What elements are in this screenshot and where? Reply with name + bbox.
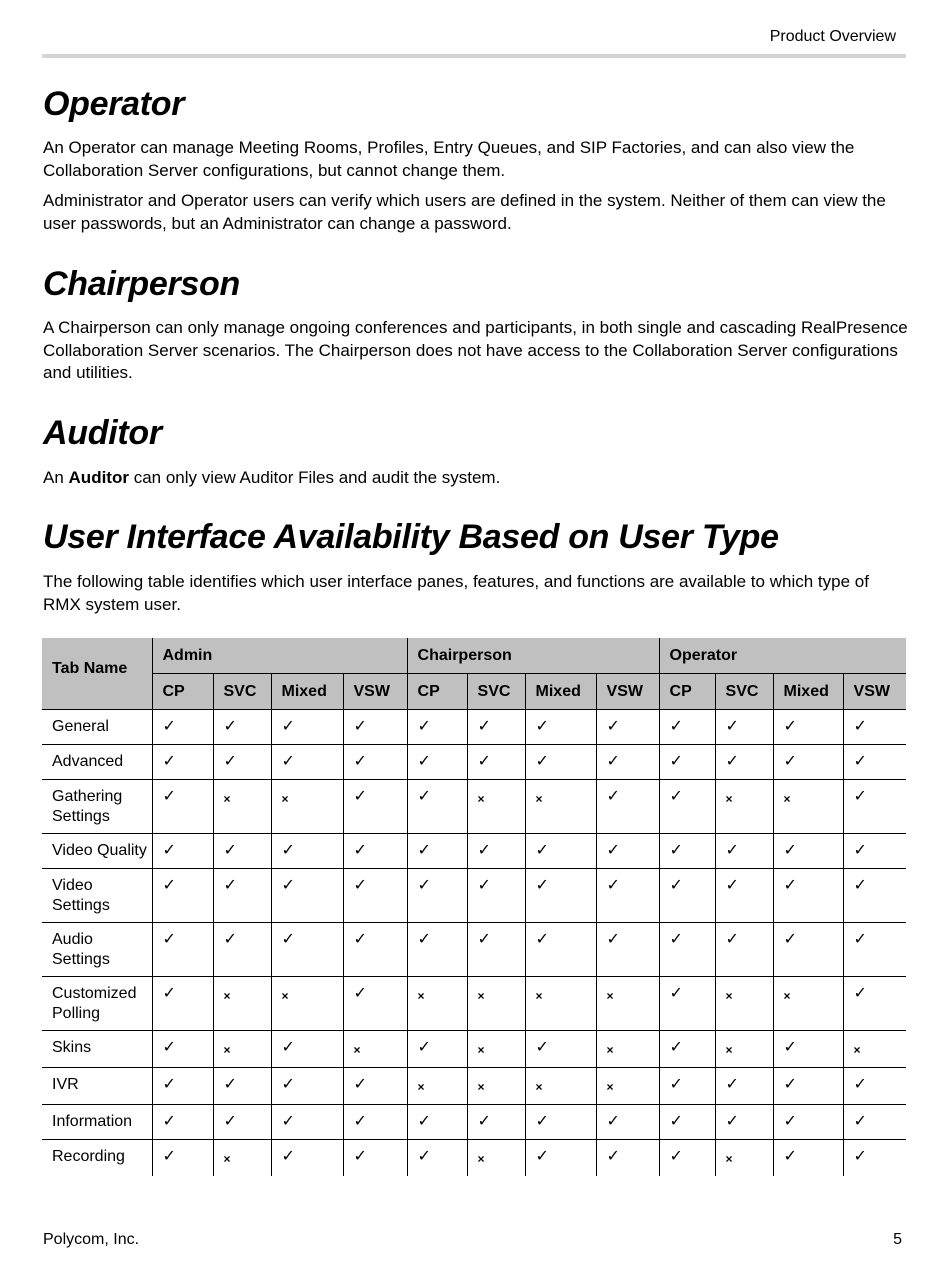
check-mark-icon: ✓ bbox=[467, 869, 525, 923]
check-mark-icon: ✓ bbox=[271, 923, 343, 977]
check-mark-icon: ✓ bbox=[843, 1068, 906, 1105]
cross-mark-icon: × bbox=[407, 1068, 467, 1105]
check-mark-icon: ✓ bbox=[467, 923, 525, 977]
table-subheader-row bbox=[42, 674, 906, 710]
cross-mark-icon: × bbox=[467, 1068, 525, 1105]
check-mark-icon: ✓ bbox=[659, 780, 715, 834]
check-mark-icon: ✓ bbox=[596, 780, 659, 834]
check-mark-icon: ✓ bbox=[343, 745, 407, 780]
table-row bbox=[42, 1140, 906, 1177]
subheader-svc-chairperson: SVC bbox=[467, 674, 525, 710]
check-mark-icon: ✓ bbox=[152, 1105, 213, 1140]
check-mark-icon: ✓ bbox=[271, 1105, 343, 1140]
cross-mark-icon: × bbox=[343, 1031, 407, 1068]
check-mark-icon: ✓ bbox=[715, 1068, 773, 1105]
check-mark-icon: ✓ bbox=[843, 977, 906, 1031]
check-mark-icon: ✓ bbox=[343, 834, 407, 869]
check-mark-icon: ✓ bbox=[407, 710, 467, 745]
check-mark-icon: ✓ bbox=[213, 834, 271, 869]
subheader-mixed-chairperson: Mixed bbox=[525, 674, 596, 710]
subheader-cp-operator: CP bbox=[659, 674, 715, 710]
check-mark-icon: ✓ bbox=[843, 745, 906, 780]
check-mark-icon: ✓ bbox=[152, 1140, 213, 1177]
cross-mark-icon: × bbox=[596, 977, 659, 1031]
check-mark-icon: ✓ bbox=[596, 1105, 659, 1140]
tab-name-cell: Video Quality bbox=[42, 834, 152, 869]
check-mark-icon: ✓ bbox=[152, 1068, 213, 1105]
ui-availability-paragraph: The following table identifies which user interface panes, features, and functions are available to which type of RMX system user. bbox=[43, 572, 869, 614]
check-mark-icon: ✓ bbox=[773, 1068, 843, 1105]
subheader-cp-chairperson: CP bbox=[407, 674, 467, 710]
operator-paragraph-1: An Operator can manage Meeting Rooms, Profiles, Entry Queues, and SIP Factories, and can also view the Collaboration Server configurations, but cannot change them. bbox=[43, 138, 855, 180]
check-mark-icon: ✓ bbox=[596, 745, 659, 780]
check-mark-icon: ✓ bbox=[659, 1031, 715, 1068]
cross-mark-icon: × bbox=[271, 780, 343, 834]
check-mark-icon: ✓ bbox=[407, 780, 467, 834]
cross-mark-icon: × bbox=[715, 977, 773, 1031]
table-row bbox=[42, 710, 906, 745]
check-mark-icon: ✓ bbox=[715, 1105, 773, 1140]
check-mark-icon: ✓ bbox=[525, 869, 596, 923]
tab-name-cell: Advanced bbox=[42, 745, 152, 780]
check-mark-icon: ✓ bbox=[525, 1140, 596, 1177]
check-mark-icon: ✓ bbox=[152, 977, 213, 1031]
check-mark-icon: ✓ bbox=[343, 780, 407, 834]
check-mark-icon: ✓ bbox=[152, 1031, 213, 1068]
cross-mark-icon: × bbox=[467, 1031, 525, 1068]
subheader-svc-admin: SVC bbox=[213, 674, 271, 710]
operator-paragraph-2: Administrator and Operator users can verify which users are defined in the system. Neither of them can view the user passwords, but an Administrator can change a password. bbox=[43, 191, 886, 233]
cross-mark-icon: × bbox=[843, 1031, 906, 1068]
check-mark-icon: ✓ bbox=[773, 745, 843, 780]
check-mark-icon: ✓ bbox=[271, 745, 343, 780]
chairperson-paragraph: A Chairperson can only manage ongoing conferences and participants, in both single and cascading RealPresence Collaboration Server scenarios. The Chairperson does not have access to the Collaboration Server configurations and utilities. bbox=[43, 318, 908, 382]
check-mark-icon: ✓ bbox=[407, 1140, 467, 1177]
check-mark-icon: ✓ bbox=[843, 710, 906, 745]
cross-mark-icon: × bbox=[213, 780, 271, 834]
subheader-vsw-operator: VSW bbox=[843, 674, 906, 710]
tab-name-cell: Customized Polling bbox=[42, 977, 152, 1031]
check-mark-icon: ✓ bbox=[467, 1105, 525, 1140]
check-mark-icon: ✓ bbox=[343, 977, 407, 1031]
table-row bbox=[42, 834, 906, 869]
check-mark-icon: ✓ bbox=[525, 1031, 596, 1068]
check-mark-icon: ✓ bbox=[343, 1140, 407, 1177]
check-mark-icon: ✓ bbox=[271, 710, 343, 745]
check-mark-icon: ✓ bbox=[596, 1140, 659, 1177]
check-mark-icon: ✓ bbox=[271, 869, 343, 923]
auditor-paragraph bbox=[43, 467, 909, 490]
tab-name-cell: IVR bbox=[42, 1068, 152, 1105]
check-mark-icon: ✓ bbox=[843, 1140, 906, 1177]
check-mark-icon: ✓ bbox=[659, 869, 715, 923]
cross-mark-icon: × bbox=[525, 977, 596, 1031]
cross-mark-icon: × bbox=[715, 1140, 773, 1177]
check-mark-icon: ✓ bbox=[407, 923, 467, 977]
check-mark-icon: ✓ bbox=[843, 834, 906, 869]
check-mark-icon: ✓ bbox=[271, 1031, 343, 1068]
table-row bbox=[42, 1031, 906, 1068]
cross-mark-icon: × bbox=[715, 780, 773, 834]
auditor-text-prefix: An bbox=[43, 468, 69, 487]
cross-mark-icon: × bbox=[271, 977, 343, 1031]
subheader-vsw-chairperson: VSW bbox=[596, 674, 659, 710]
cross-mark-icon: × bbox=[596, 1068, 659, 1105]
cross-mark-icon: × bbox=[525, 1068, 596, 1105]
check-mark-icon: ✓ bbox=[843, 923, 906, 977]
check-mark-icon: ✓ bbox=[152, 710, 213, 745]
check-mark-icon: ✓ bbox=[773, 923, 843, 977]
check-mark-icon: ✓ bbox=[659, 1068, 715, 1105]
tab-name-cell: Information bbox=[42, 1105, 152, 1140]
check-mark-icon: ✓ bbox=[773, 834, 843, 869]
cross-mark-icon: × bbox=[773, 977, 843, 1031]
check-mark-icon: ✓ bbox=[343, 923, 407, 977]
check-mark-icon: ✓ bbox=[343, 710, 407, 745]
heading-ui-availability: User Interface Availability Based on User Type bbox=[43, 518, 779, 556]
heading-auditor: Auditor bbox=[43, 414, 162, 452]
heading-chairperson: Chairperson bbox=[43, 265, 240, 303]
check-mark-icon: ✓ bbox=[271, 1140, 343, 1177]
check-mark-icon: ✓ bbox=[659, 1140, 715, 1177]
subheader-cp-admin: CP bbox=[152, 674, 213, 710]
auditor-text-suffix: can only view Auditor Files and audit the system. bbox=[128, 468, 501, 487]
table-group-header-row bbox=[42, 638, 906, 674]
check-mark-icon: ✓ bbox=[773, 869, 843, 923]
check-mark-icon: ✓ bbox=[525, 745, 596, 780]
tab-name-header: Tab Name bbox=[42, 638, 152, 710]
check-mark-icon: ✓ bbox=[773, 1105, 843, 1140]
check-mark-icon: ✓ bbox=[596, 710, 659, 745]
check-mark-icon: ✓ bbox=[659, 977, 715, 1031]
table-body bbox=[42, 710, 906, 1177]
check-mark-icon: ✓ bbox=[596, 923, 659, 977]
check-mark-icon: ✓ bbox=[715, 923, 773, 977]
check-mark-icon: ✓ bbox=[715, 710, 773, 745]
tab-name-cell: Video Settings bbox=[42, 869, 152, 923]
cross-mark-icon: × bbox=[596, 1031, 659, 1068]
cross-mark-icon: × bbox=[525, 780, 596, 834]
tab-name-cell: General bbox=[42, 710, 152, 745]
cross-mark-icon: × bbox=[213, 977, 271, 1031]
table-row bbox=[42, 1068, 906, 1105]
check-mark-icon: ✓ bbox=[407, 1031, 467, 1068]
group-header-admin: Admin bbox=[152, 638, 407, 674]
check-mark-icon: ✓ bbox=[343, 1105, 407, 1140]
check-mark-icon: ✓ bbox=[152, 869, 213, 923]
check-mark-icon: ✓ bbox=[596, 834, 659, 869]
tab-name-cell: Skins bbox=[42, 1031, 152, 1068]
cross-mark-icon: × bbox=[715, 1031, 773, 1068]
table-row bbox=[42, 869, 906, 923]
check-mark-icon: ✓ bbox=[213, 869, 271, 923]
check-mark-icon: ✓ bbox=[659, 710, 715, 745]
check-mark-icon: ✓ bbox=[343, 869, 407, 923]
subheader-svc-operator: SVC bbox=[715, 674, 773, 710]
check-mark-icon: ✓ bbox=[843, 780, 906, 834]
check-mark-icon: ✓ bbox=[659, 745, 715, 780]
check-mark-icon: ✓ bbox=[213, 1105, 271, 1140]
check-mark-icon: ✓ bbox=[213, 1068, 271, 1105]
table-row bbox=[42, 745, 906, 780]
table-row bbox=[42, 977, 906, 1031]
check-mark-icon: ✓ bbox=[596, 869, 659, 923]
check-mark-icon: ✓ bbox=[525, 710, 596, 745]
tab-name-cell: Gathering Settings bbox=[42, 780, 152, 834]
group-header-operator: Operator bbox=[659, 638, 906, 674]
footer-page-number: 5 bbox=[893, 1231, 902, 1248]
check-mark-icon: ✓ bbox=[467, 710, 525, 745]
check-mark-icon: ✓ bbox=[407, 745, 467, 780]
check-mark-icon: ✓ bbox=[659, 1105, 715, 1140]
check-mark-icon: ✓ bbox=[213, 923, 271, 977]
subheader-mixed-admin: Mixed bbox=[271, 674, 343, 710]
check-mark-icon: ✓ bbox=[773, 710, 843, 745]
check-mark-icon: ✓ bbox=[271, 834, 343, 869]
check-mark-icon: ✓ bbox=[407, 1105, 467, 1140]
cross-mark-icon: × bbox=[467, 1140, 525, 1177]
cross-mark-icon: × bbox=[213, 1140, 271, 1177]
check-mark-icon: ✓ bbox=[659, 923, 715, 977]
header-title: Product Overview bbox=[769, 28, 896, 45]
check-mark-icon: ✓ bbox=[343, 1068, 407, 1105]
check-mark-icon: ✓ bbox=[213, 710, 271, 745]
group-header-chairperson: Chairperson bbox=[407, 638, 659, 674]
cross-mark-icon: × bbox=[467, 977, 525, 1031]
check-mark-icon: ✓ bbox=[659, 834, 715, 869]
check-mark-icon: ✓ bbox=[152, 780, 213, 834]
subheader-vsw-admin: VSW bbox=[343, 674, 407, 710]
check-mark-icon: ✓ bbox=[407, 834, 467, 869]
cross-mark-icon: × bbox=[407, 977, 467, 1031]
check-mark-icon: ✓ bbox=[843, 1105, 906, 1140]
check-mark-icon: ✓ bbox=[213, 745, 271, 780]
auditor-bold-term: Auditor bbox=[68, 468, 129, 487]
check-mark-icon: ✓ bbox=[525, 834, 596, 869]
check-mark-icon: ✓ bbox=[715, 745, 773, 780]
check-mark-icon: ✓ bbox=[152, 923, 213, 977]
check-mark-icon: ✓ bbox=[773, 1140, 843, 1177]
footer-company: Polycom, Inc. bbox=[43, 1231, 140, 1248]
table-row bbox=[42, 923, 906, 977]
check-mark-icon: ✓ bbox=[407, 869, 467, 923]
tab-name-cell: Recording bbox=[42, 1140, 152, 1177]
tab-name-cell: Audio Settings bbox=[42, 923, 152, 977]
table-row bbox=[42, 780, 906, 834]
check-mark-icon: ✓ bbox=[525, 923, 596, 977]
check-mark-icon: ✓ bbox=[467, 745, 525, 780]
check-mark-icon: ✓ bbox=[843, 869, 906, 923]
check-mark-icon: ✓ bbox=[525, 1105, 596, 1140]
cross-mark-icon: × bbox=[467, 780, 525, 834]
check-mark-icon: ✓ bbox=[715, 834, 773, 869]
check-mark-icon: ✓ bbox=[152, 745, 213, 780]
check-mark-icon: ✓ bbox=[467, 834, 525, 869]
heading-operator: Operator bbox=[43, 85, 185, 123]
check-mark-icon: ✓ bbox=[773, 1031, 843, 1068]
ui-availability-table bbox=[42, 638, 906, 1176]
check-mark-icon: ✓ bbox=[715, 869, 773, 923]
page-header bbox=[42, 28, 906, 58]
cross-mark-icon: × bbox=[773, 780, 843, 834]
check-mark-icon: ✓ bbox=[271, 1068, 343, 1105]
check-mark-icon: ✓ bbox=[152, 834, 213, 869]
table-row bbox=[42, 1105, 906, 1140]
subheader-mixed-operator: Mixed bbox=[773, 674, 843, 710]
cross-mark-icon: × bbox=[213, 1031, 271, 1068]
